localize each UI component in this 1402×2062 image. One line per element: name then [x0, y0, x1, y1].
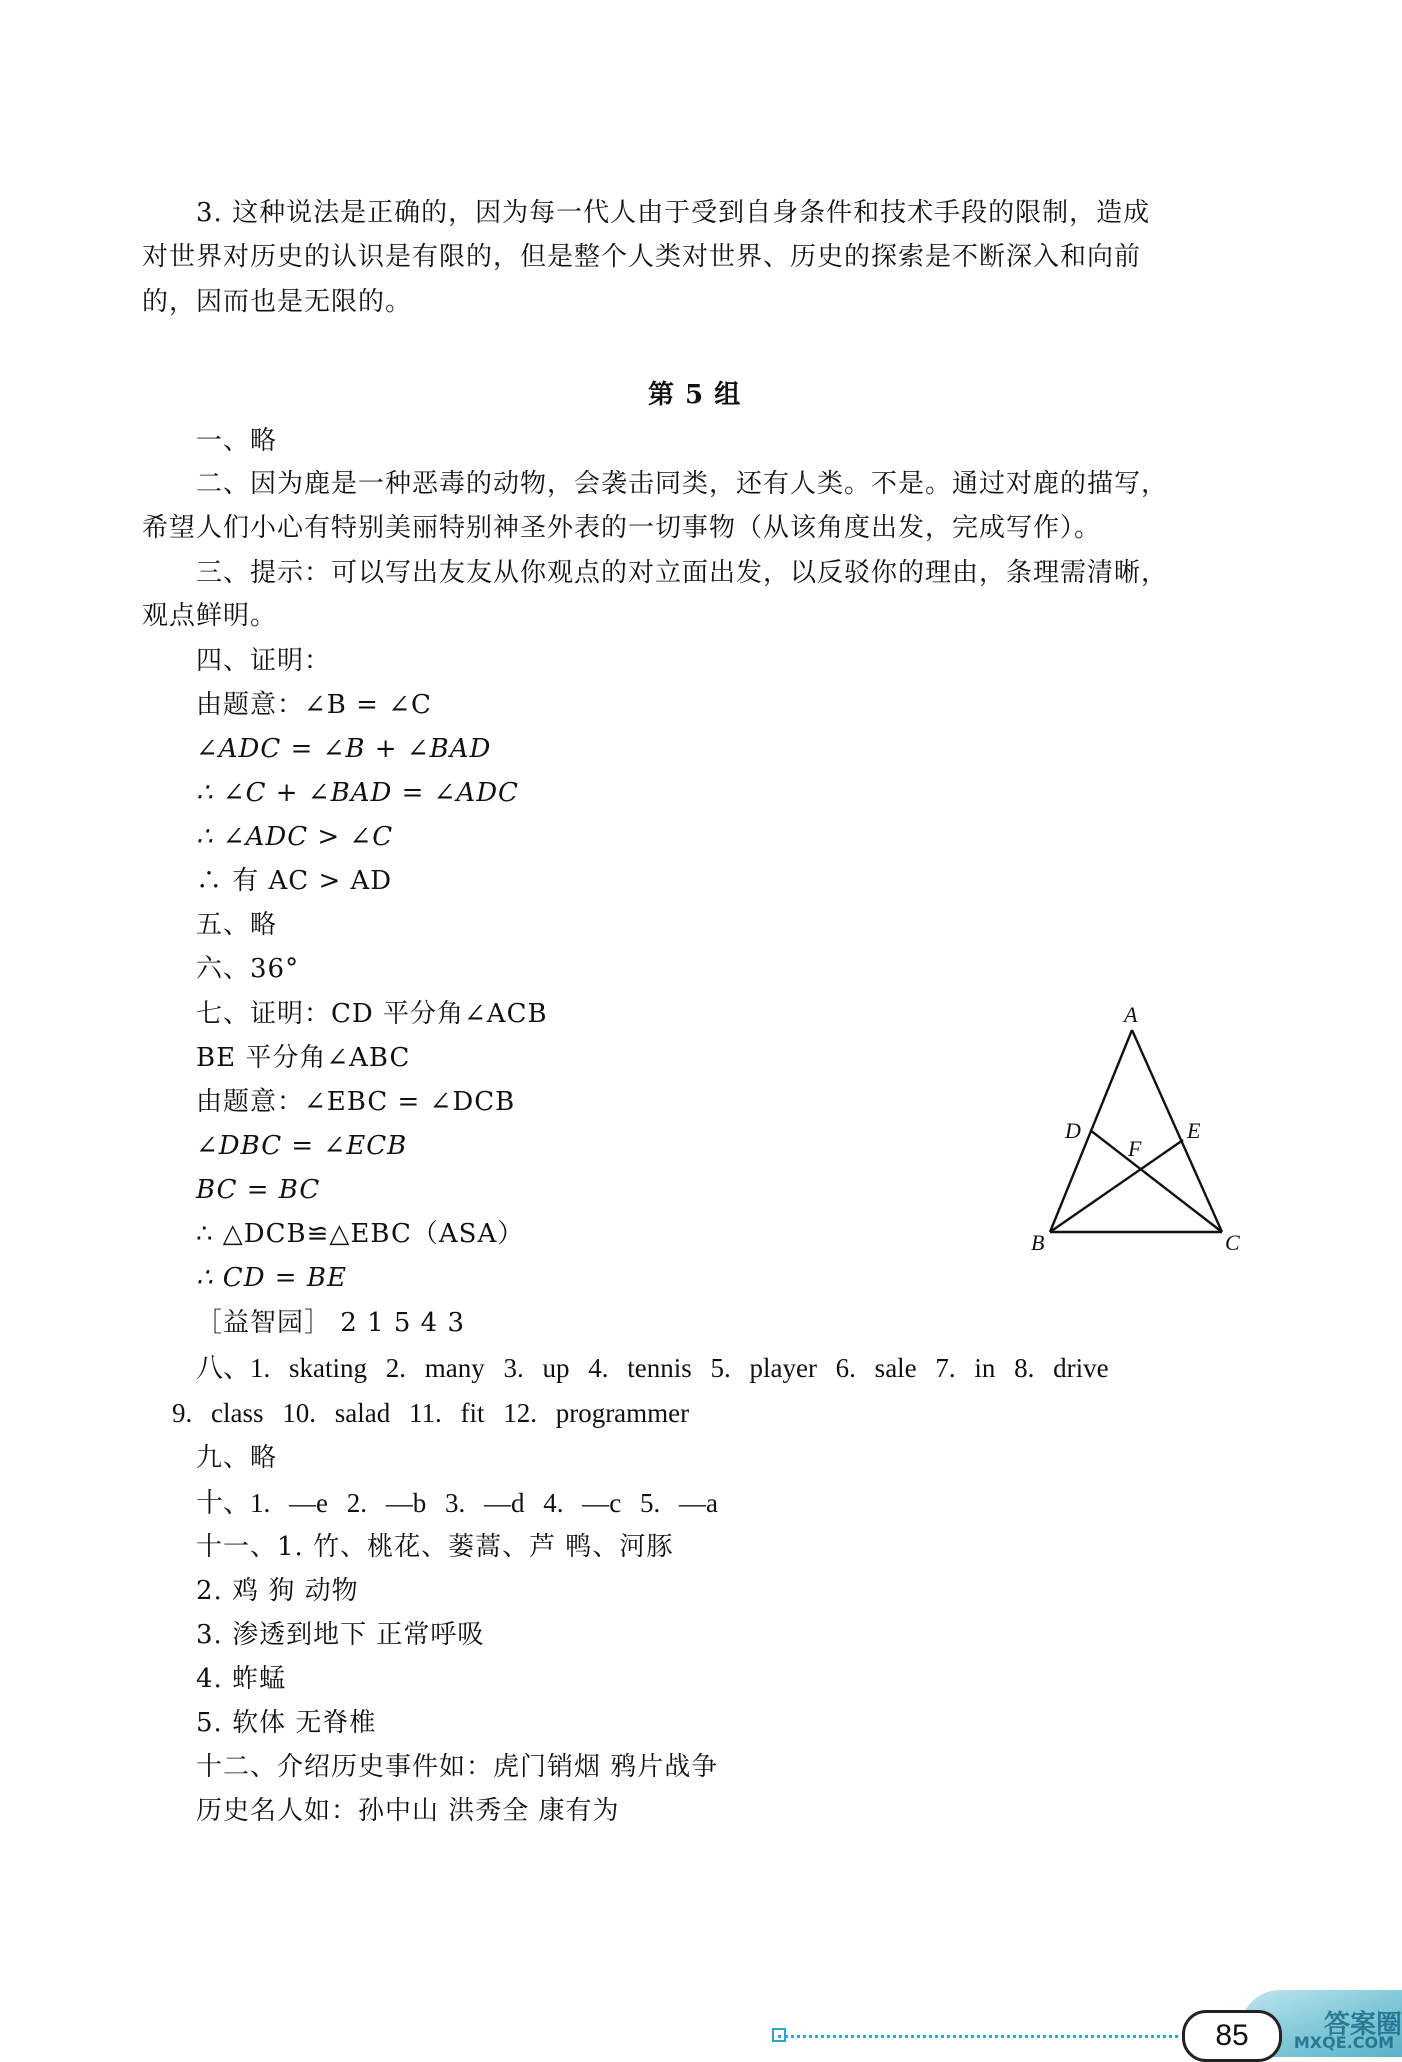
q3-line2: 观点鲜明。 — [142, 601, 278, 631]
q4-step4: ∴ ∠ADC > ∠C — [196, 822, 394, 852]
label-c: C — [1225, 1230, 1240, 1255]
label-a: A — [1124, 1002, 1138, 1027]
q3-line1: 三、提示：可以写出友友从你观点的对立面出发，以反驳你的理由，条理需清晰， — [196, 558, 1169, 588]
q11-5: 5. 软体 无脊椎 — [196, 1708, 377, 1738]
label-b: B — [1031, 1230, 1045, 1255]
label-d: D — [1065, 1118, 1081, 1143]
section-title: 第 5 组 — [648, 380, 742, 410]
q11-4: 4. 蚱蜢 — [196, 1664, 287, 1694]
q2-line2: 希望人们小心有特别美丽特别神圣外表的一切事物（从该角度出发，完成写作）。 — [142, 513, 1102, 543]
q12-2: 历史名人如：孙中山 洪秀全 康有为 — [196, 1796, 620, 1826]
q10: 十、1. —e 2. —b 3. —d 4. —c 5. —a — [196, 1488, 718, 1518]
label-f: F — [1128, 1136, 1142, 1161]
q7-step6: ∴ CD = BE — [196, 1263, 347, 1293]
q7-step1: BE 平分角∠ABC — [196, 1043, 411, 1073]
q4: 四、证明： — [196, 646, 332, 676]
q11-2: 2. 鸡 狗 动物 — [196, 1576, 359, 1606]
q7-step5: ∴ △DCB≌△EBC（ASA） — [196, 1219, 525, 1249]
q5: 五、略 — [196, 910, 278, 940]
watermark-text: 答案圈 — [1323, 2010, 1402, 2040]
footer-dotted-rule — [778, 2035, 1178, 2038]
q11-3: 3. 渗透到地下 正常呼吸 — [196, 1620, 485, 1650]
page-number: 85 — [1182, 2010, 1282, 2062]
q7: 七、证明：CD 平分角∠ACB — [196, 999, 548, 1029]
q4-step5: ∴ 有 AC > AD — [196, 866, 393, 896]
q6: 六、36° — [196, 954, 300, 984]
q4-step2: ∠ADC = ∠B + ∠BAD — [196, 734, 492, 764]
q11-1: 十一、1. 竹、桃花、蒌蒿、芦 鸭、河豚 — [196, 1532, 674, 1562]
q8-line1: 八、1. skating 2. many 3. up 4. tennis 5. player 6. sale 7. in 8. drive — [196, 1353, 1109, 1383]
para3-line2: 对世界对历史的认识是有限的，但是整个人类对世界、历史的探索是不断深入和向前 — [142, 242, 1142, 272]
yizhiyuan: ［益智园］ 2 1 5 4 3 — [196, 1308, 466, 1338]
q7-step2: 由题意：∠EBC = ∠DCB — [196, 1087, 516, 1117]
q4-step3: ∴ ∠C + ∠BAD = ∠ADC — [196, 778, 519, 808]
side-ac — [1132, 1030, 1222, 1232]
q7-step3: ∠DBC = ∠ECB — [196, 1131, 408, 1161]
watermark-site: MXQE.COM — [1293, 2033, 1394, 2052]
q8-line2: 9. class 10. salad 11. fit 12. programmer — [172, 1398, 690, 1428]
triangle-figure — [1025, 1000, 1285, 1260]
q12-1: 十二、介绍历史事件如：虎门销烟 鸦片战争 — [196, 1752, 719, 1782]
q4-step1: 由题意：∠B = ∠C — [196, 690, 432, 720]
segment-cd — [1090, 1130, 1222, 1232]
para3-line3: 的，因而也是无限的。 — [142, 287, 413, 317]
para3-line1: 3. 这种说法是正确的，因为每一代人由于受到自身条件和技术手段的限制，造成 — [196, 198, 1151, 228]
q7-step4: BC = BC — [196, 1175, 321, 1205]
q9: 九、略 — [196, 1443, 278, 1473]
q2-line1: 二、因为鹿是一种恶毒的动物，会袭击同类，还有人类。不是。通过对鹿的描写， — [196, 469, 1169, 499]
watermark-logo — [1252, 2004, 1402, 2054]
q1: 一、略 — [196, 426, 278, 456]
label-e: E — [1187, 1118, 1201, 1143]
